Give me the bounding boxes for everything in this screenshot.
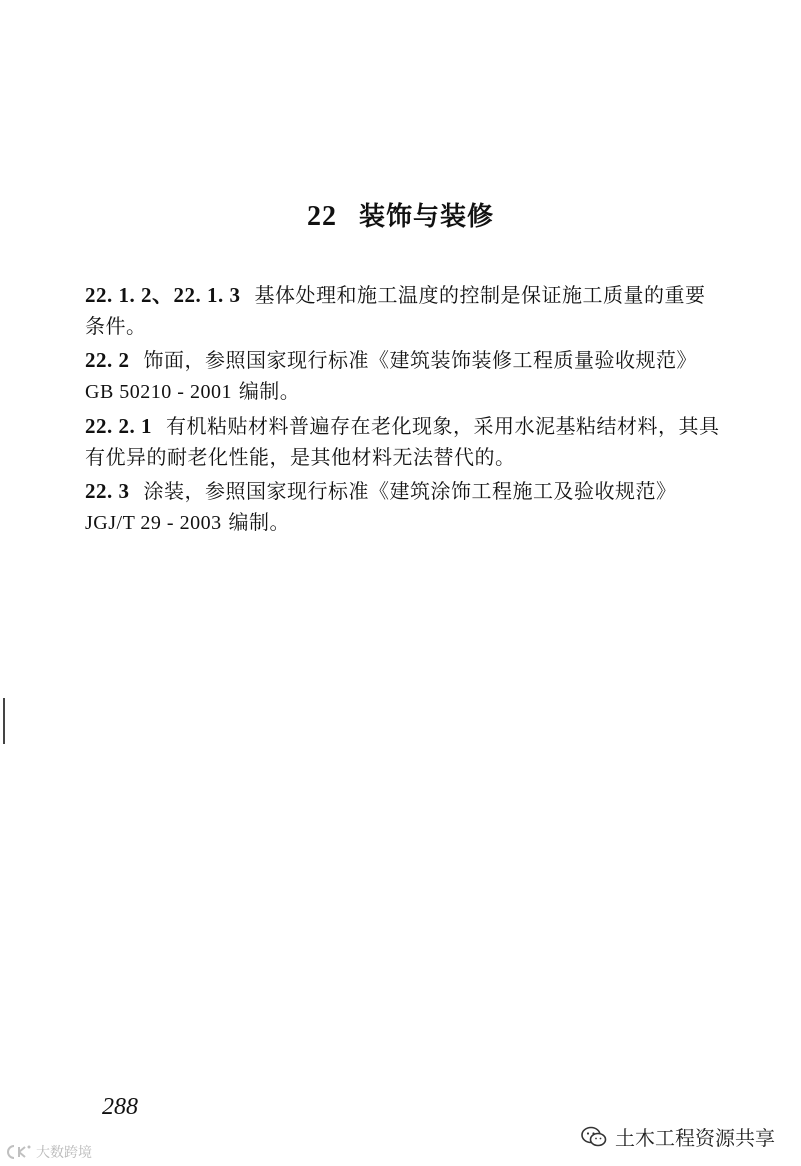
corner-watermark-text: 大数跨境 (36, 1145, 92, 1161)
clause-text-end: 编制。 (238, 379, 301, 403)
clause-22-1-2 (85, 280, 720, 342)
clause-text: 有机粘贴材料普遍存在老化现象，采用水泥基粘结材料，其具有优异的耐老化性能，是其他材料无法替代的。 (85, 414, 720, 469)
chapter-body (85, 280, 720, 542)
clause-number: 22. 1. 2、22. 1. 3 (85, 283, 241, 307)
page-number: 288 (102, 1094, 138, 1120)
wechat-icon (581, 1126, 607, 1148)
standard-code: GB 50210 - 2001 (85, 381, 232, 403)
clause-text: 涂装，参照国家现行标准《建筑涂饰工程施工及验收规范》 (143, 479, 677, 503)
chapter-number: 22 (306, 201, 337, 232)
watermark-text: 土木工程资源共享 (615, 1126, 775, 1150)
chapter-heading (0, 196, 801, 233)
clause-22-2 (85, 345, 720, 408)
clause-number: 22. 3 (85, 479, 130, 503)
margin-scan-mark (3, 698, 5, 744)
chapter-title: 装饰与装修 (358, 202, 494, 232)
logo-icon (6, 1144, 32, 1160)
clause-number: 22. 2 (85, 348, 130, 372)
standard-code: JGJ/T 29 - 2003 (85, 512, 222, 534)
corner-watermark (6, 1142, 92, 1162)
clause-22-3 (85, 476, 720, 539)
clause-text: 基体处理和施工温度的控制是保证施工质量的重要条件。 (85, 283, 706, 338)
wechat-watermark (581, 1122, 775, 1151)
clause-text: 饰面，参照国家现行标准《建筑装饰装修工程质量验收规范》 (143, 348, 697, 372)
clause-number: 22. 2. 1 (85, 414, 152, 438)
clause-text-end: 编制。 (228, 510, 290, 534)
clause-22-2-1 (85, 411, 720, 473)
